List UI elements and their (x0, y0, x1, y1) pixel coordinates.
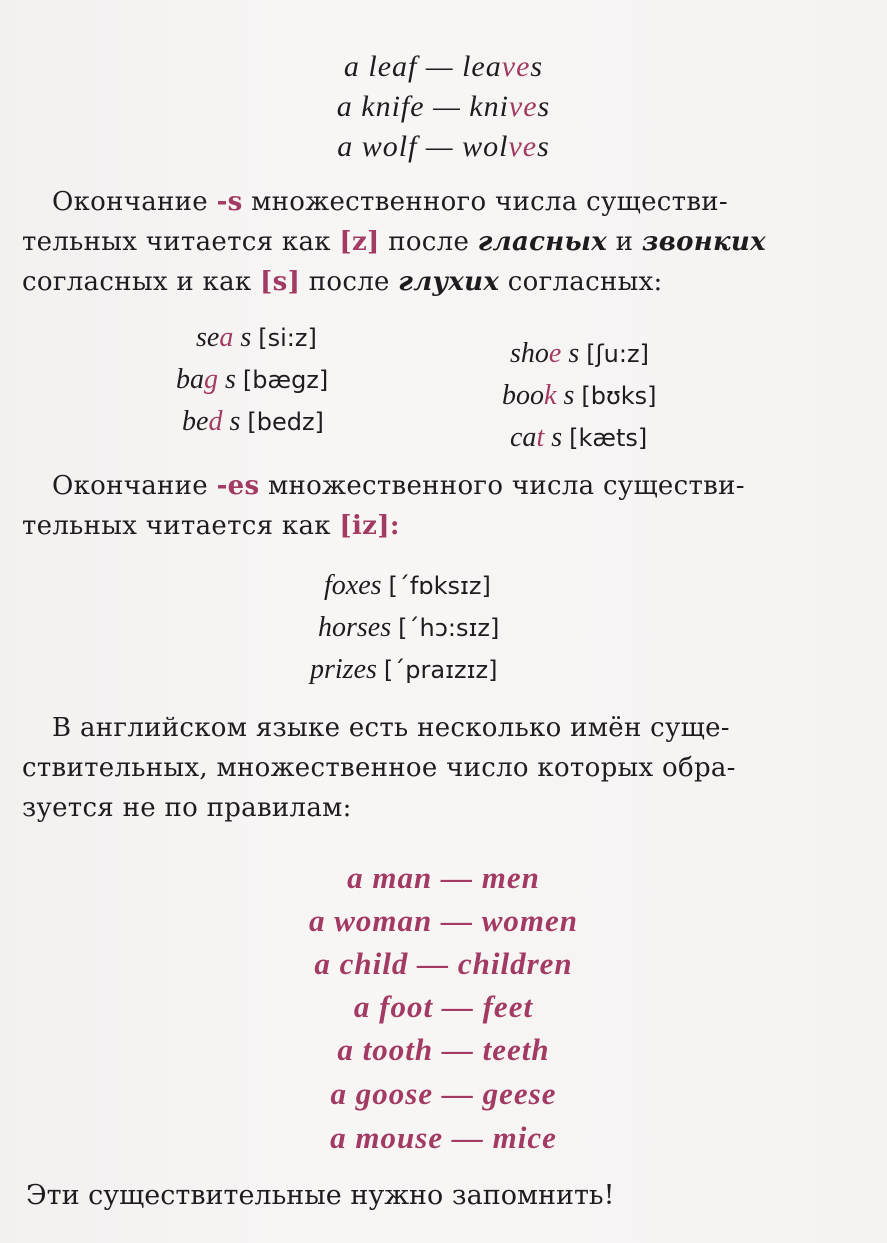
text: после (379, 227, 478, 257)
text: после (300, 267, 399, 297)
word-stem: se (196, 322, 220, 353)
word-stem: sho (510, 338, 549, 369)
plural-ending: s (537, 90, 551, 123)
irregular-man (0, 860, 887, 896)
ending-es: -es (216, 471, 260, 501)
transcription: [ˊpraɪzɪz] (383, 656, 498, 684)
dash: — (425, 130, 454, 163)
dash: — (440, 860, 473, 895)
plural-highlight: ve (508, 130, 538, 163)
pair-wolf (0, 130, 887, 164)
text: согласных и как (22, 267, 261, 297)
plural-word: children (457, 946, 573, 981)
dash: — (433, 90, 461, 123)
ending-s: -s (216, 187, 243, 217)
word-ending: s (563, 380, 575, 411)
plural-word: mice (492, 1120, 557, 1155)
transcription: [bægz] (242, 366, 329, 394)
word: prizes (310, 654, 377, 685)
plural-highlight: ve (508, 90, 538, 123)
text: тельных читается как (22, 511, 340, 541)
dash: — (417, 946, 450, 981)
singular-word: a wolf (337, 130, 418, 163)
sound-s: [s] (260, 267, 301, 297)
example-horses (318, 612, 499, 644)
word-ending: s (225, 364, 236, 395)
plural-word: geese (482, 1076, 557, 1111)
word-highlight: e (548, 338, 562, 369)
rule-es-paragraph (22, 466, 852, 546)
transcription: [bʊks] (581, 382, 657, 410)
plural-stem: kni (469, 90, 509, 123)
dash: — (425, 50, 454, 83)
plural-ending: s (537, 130, 550, 163)
term-vowels: гласных (477, 227, 608, 257)
irregular-child (0, 946, 887, 982)
plural-word: feet (482, 989, 534, 1024)
example-prizes (310, 654, 497, 686)
word-highlight: d (208, 406, 223, 437)
text: Окончание (52, 187, 217, 217)
text-line: ствительных, множественное число которых обра- (22, 753, 736, 783)
singular-word: a foot (353, 989, 434, 1024)
irregular-mouse (0, 1120, 887, 1156)
dash: — (441, 989, 474, 1024)
example-bags (176, 364, 328, 396)
example-beds (182, 406, 324, 438)
irregular-goose (0, 1076, 887, 1112)
plural-word: teeth (482, 1032, 550, 1067)
singular-word: a mouse (330, 1120, 444, 1155)
word: foxes (324, 570, 382, 601)
pair-leaf (0, 50, 887, 84)
plural-stem: wol (462, 130, 509, 163)
word-ending: s (240, 322, 252, 353)
irregular-intro-paragraph (22, 708, 852, 828)
example-books (502, 380, 657, 412)
irregular-foot (0, 989, 887, 1025)
plural-word: men (481, 860, 540, 895)
word-highlight: g (204, 364, 218, 395)
text: тельных читается как (22, 227, 340, 257)
singular-word: a leaf (343, 50, 418, 83)
dash: — (451, 1120, 484, 1155)
memorize-note: Эти существительные нужно запомнить! (26, 1180, 615, 1211)
plural-ending: s (530, 50, 544, 83)
rule-s-paragraph (22, 182, 852, 302)
singular-word: a man (347, 860, 433, 895)
dash: — (440, 903, 473, 938)
text: множественного числа существи- (259, 471, 745, 501)
dash: — (441, 1032, 474, 1067)
word-ending: s (568, 338, 580, 369)
word-stem: boo (502, 380, 544, 411)
singular-word: a tooth (337, 1032, 434, 1067)
example-cats (510, 422, 647, 454)
text: согласных: (499, 267, 663, 297)
plural-word: women (481, 903, 579, 938)
transcription: [ˊfɒksɪz] (388, 572, 491, 600)
example-seas (196, 322, 317, 354)
pair-knife (0, 90, 887, 124)
irregular-woman (0, 903, 887, 939)
dash: — (441, 1076, 474, 1111)
example-foxes (324, 570, 491, 602)
word: horses (318, 612, 392, 643)
singular-word: a goose (330, 1076, 434, 1111)
term-voiceless: глухих (398, 267, 500, 297)
sound-iz: [iz]: (339, 511, 400, 541)
word-highlight: t (536, 422, 545, 453)
transcription: [ˊhɔ:sɪz] (398, 614, 500, 642)
transcription: [si:z] (258, 324, 317, 352)
singular-word: a child (314, 946, 409, 981)
word-ending: s (229, 406, 241, 437)
word-stem: be (182, 406, 209, 437)
plural-highlight: ve (501, 50, 531, 83)
term-voiced: звонких (641, 227, 766, 257)
irregular-tooth (0, 1032, 887, 1068)
transcription: [ʃu:z] (586, 340, 649, 368)
word-ending: s (551, 422, 563, 453)
transcription: [bedz] (247, 408, 324, 436)
text: множественного числа существи- (242, 187, 728, 217)
singular-word: a woman (308, 903, 433, 938)
word-stem: ca (510, 422, 537, 453)
example-shoes (510, 338, 649, 370)
text-line: зуется не по правилам: (22, 793, 352, 823)
word-highlight: k (544, 380, 557, 411)
text: Окончание (52, 471, 217, 501)
text: и (607, 227, 642, 257)
sound-z: [z] (339, 227, 380, 257)
word-highlight: a (219, 322, 234, 353)
singular-word: a knife (336, 90, 425, 123)
transcription: [kæts] (569, 424, 648, 452)
plural-stem: lea (462, 50, 502, 83)
word-stem: ba (176, 364, 204, 395)
text-line: В английском языке есть несколько имён суще- (52, 713, 730, 743)
